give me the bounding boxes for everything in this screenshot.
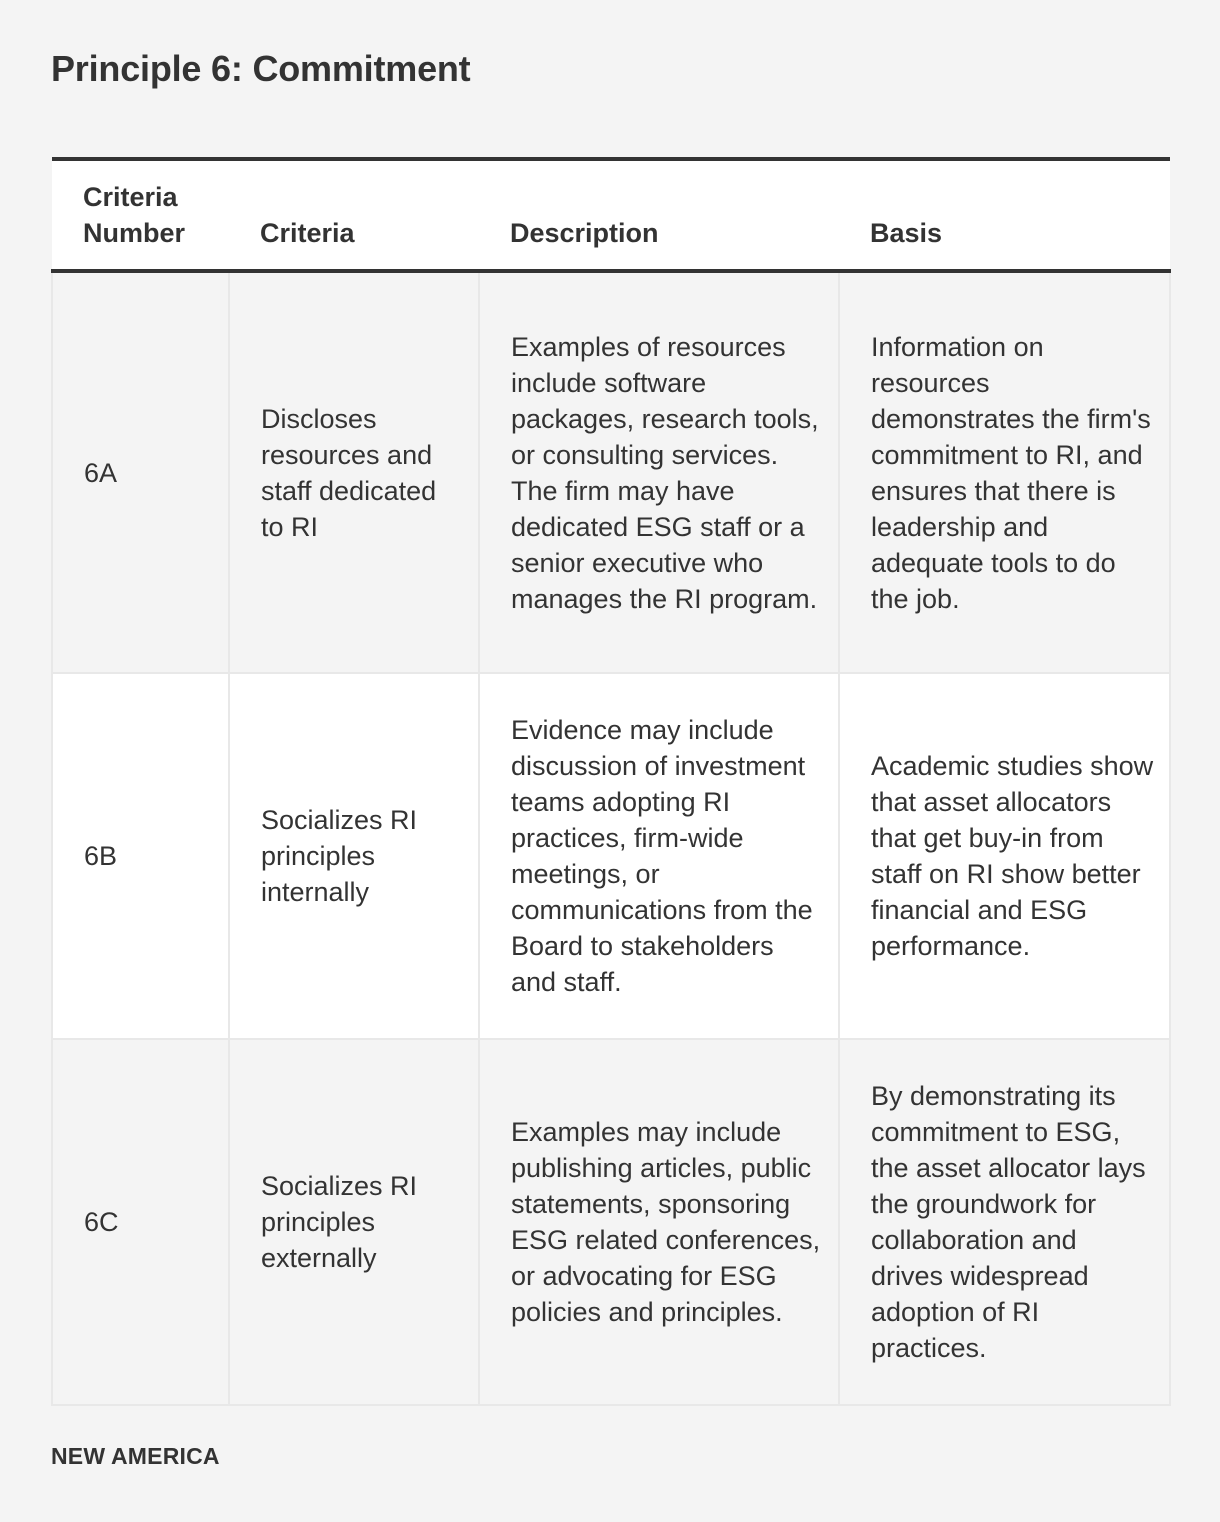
cell-criteria: Discloses resources and staff dedicated to RI <box>229 271 479 673</box>
cell-basis: By demonstrating its commitment to ESG, the asset allocator lays the groundwork for collaboration and drives widespread adoption of RI practices. <box>839 1039 1170 1405</box>
header-criteria-number: Criteria Number <box>52 159 229 271</box>
new-america-logo: NEW AMERICA <box>51 1443 220 1469</box>
table-row <box>52 1039 1170 1405</box>
cell-basis: Information on resources demonstrates the firm's commitment to RI, and ensures that there is leadership and adequate tools to do the job. <box>839 271 1170 673</box>
cell-description: Examples of resources include software packages, research tools, or consulting services. The firm may have dedicated ESG staff or a senior executive who manages the RI program. <box>479 271 839 673</box>
cell-description: Examples may include publishing articles, public statements, sponsoring ESG related conferences, or advocating for ESG policies and principles. <box>479 1039 839 1405</box>
cell-criteria: Socializes RI principles internally <box>229 673 479 1039</box>
header-criteria: Criteria <box>229 159 479 271</box>
cell-criteria-number: 6B <box>52 673 229 1039</box>
header-description: Description <box>479 159 839 271</box>
cell-criteria: Socializes RI principles externally <box>229 1039 479 1405</box>
header-basis: Basis <box>839 159 1170 271</box>
table-row <box>52 673 1170 1039</box>
table-header-row <box>52 159 1170 271</box>
cell-basis: Academic studies show that asset allocators that get buy-in from staff on RI show better financial and ESG performance. <box>839 673 1170 1039</box>
cell-criteria-number: 6A <box>52 271 229 673</box>
cell-description: Evidence may include discussion of investment teams adopting RI practices, firm-wide meetings, or communications from the Board to stakeholders and staff. <box>479 673 839 1039</box>
page-title: Principle 6: Commitment <box>51 48 471 89</box>
criteria-table <box>51 157 1171 1406</box>
table-row <box>52 271 1170 673</box>
cell-criteria-number: 6C <box>52 1039 229 1405</box>
